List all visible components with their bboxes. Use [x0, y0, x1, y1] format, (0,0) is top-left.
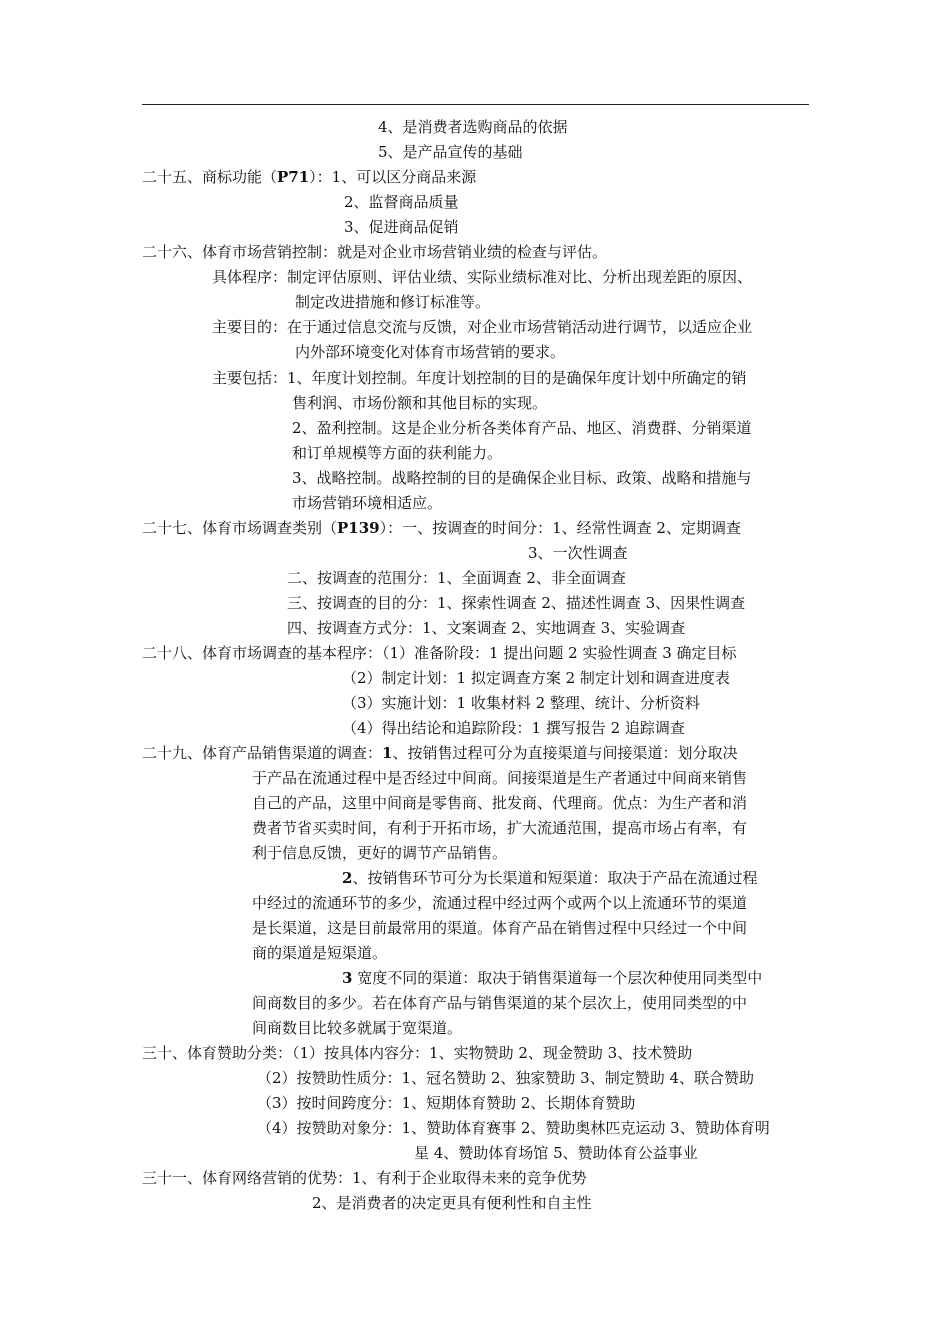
- text-line: 二十八、体育市场调查的基本程序：（1）准备阶段：1 提出问题 2 实验性调查 3 确定目标: [142, 644, 737, 662]
- text-line: 具体程序：制定评估原则、评估业绩、实际业绩标准对比、分析出现差距的原因、: [212, 268, 753, 286]
- text-line: 3 宽度不同的渠道：取决于销售渠道每一个层次种使用同类型中: [342, 969, 763, 987]
- text-line: （4）按赞助对象分：1、赞助体育赛事 2、赞助奥林匹克运动 3、赞助体育明: [257, 1119, 770, 1137]
- text-line: 三十、体育赞助分类：（1）按具体内容分：1、实物赞助 2、现金赞助 3、技术赞助: [142, 1044, 693, 1062]
- text-line: 3、战略控制。战略控制的目的是确保企业目标、政策、战略和措施与: [292, 469, 752, 487]
- text-line: 于产品在流通过程中是否经过中间商。间接渠道是生产者通过中间商来销售: [252, 769, 748, 787]
- text-line: 2、盈利控制。这是企业分析各类体育产品、地区、消费群、分销渠道: [292, 419, 752, 437]
- text-line: 2、是消费者的决定更具有便利性和自主性: [312, 1194, 592, 1212]
- text-line: 利于信息反馈，更好的调节产品销售。: [252, 844, 508, 862]
- text-line: 费者节省买卖时间，有利于开拓市场，扩大流通范围，提高市场占有率，有: [252, 819, 748, 837]
- text-line: 二、按调查的范围分：1、全面调查 2、非全面调查: [287, 569, 626, 587]
- text-line: 2、监督商品质量: [344, 193, 459, 211]
- text-line: 二十六、体育市场营销控制：就是对企业市场营销业绩的检查与评估。: [142, 243, 608, 261]
- text-line: 中经过的流通环节的多少，流通过程中经过两个或两个以上流通环节的渠道: [252, 894, 748, 912]
- text-line: 星 4、赞助体育场馆 5、赞助体育公益事业: [414, 1144, 698, 1162]
- text-line: 2、按销售环节可分为长渠道和短渠道：取决于产品在流通过程: [342, 869, 758, 887]
- text-line: 商的渠道是短渠道。: [252, 944, 388, 962]
- text-line: 二十七、体育市场调查类别（P139）：一、按调查的时间分：1、经常性调查 2、定期调查: [142, 519, 741, 537]
- text-line: 3、一次性调查: [528, 544, 628, 562]
- text-line: 四、按调查方式分：1、文案调查 2、实地调查 3、实验调查: [287, 619, 686, 637]
- text-line: 售利润、市场份额和其他目标的实现。: [292, 394, 548, 412]
- text-line: 三十一、体育网络营销的优势：1、有利于企业取得未来的竞争优势: [142, 1169, 587, 1187]
- text-line: 内外部环境变化对体育市场营销的要求。: [295, 343, 566, 361]
- text-line: 制定改进措施和修订标准等。: [295, 293, 491, 311]
- text-line: 主要目的：在于通过信息交流与反馈，对企业市场营销活动进行调节，以适应企业: [212, 318, 753, 336]
- text-line: （3）按时间跨度分：1、短期体育赞助 2、长期体育赞助: [257, 1094, 636, 1112]
- text-line: 二十五、商标功能（P71）：1、可以区分商品来源: [142, 168, 477, 186]
- header-rule: [142, 104, 809, 105]
- text-line: 间商数目的多少。若在体育产品与销售渠道的某个层次上，使用同类型的中: [252, 994, 748, 1012]
- text-line: 三、按调查的目的分：1、探索性调查 2、描述性调查 3、因果性调查: [287, 594, 746, 612]
- text-line: （2）按赞助性质分：1、冠名赞助 2、独家赞助 3、制定赞助 4、联合赞助: [257, 1069, 755, 1087]
- text-line: 是长渠道，这是目前最常用的渠道。体育产品在销售过程中只经过一个中间: [252, 919, 748, 937]
- text-line: 和订单规模等方面的获利能力。: [292, 444, 503, 462]
- text-line: 二十九、体育产品销售渠道的调查：1、按销售过程可分为直接渠道与间接渠道：划分取决: [142, 744, 738, 762]
- text-line: 3、促进商品促销: [344, 218, 459, 236]
- text-line: （3）实施计划：1 收集材料 2 整理、统计、分析资料: [342, 694, 700, 712]
- text-line: 自己的产品，这里中间商是零售商、批发商、代理商。优点：为生产者和消: [252, 794, 748, 812]
- text-line: （2）制定计划：1 拟定调查方案 2 制定计划和调查进度表: [342, 669, 730, 687]
- text-line: 市场营销环境相适应。: [292, 494, 443, 512]
- text-line: 主要包括：1、年度计划控制。年度计划控制的目的是确保年度计划中所确定的销: [212, 369, 747, 387]
- text-line: 间商数目比较多就属于宽渠道。: [252, 1019, 463, 1037]
- text-line: 5、是产品宣传的基础: [378, 143, 523, 161]
- text-line: （4）得出结论和追踪阶段：1 撰写报告 2 追踪调查: [342, 719, 685, 737]
- text-line: 4、是消费者选购商品的依据: [378, 118, 568, 136]
